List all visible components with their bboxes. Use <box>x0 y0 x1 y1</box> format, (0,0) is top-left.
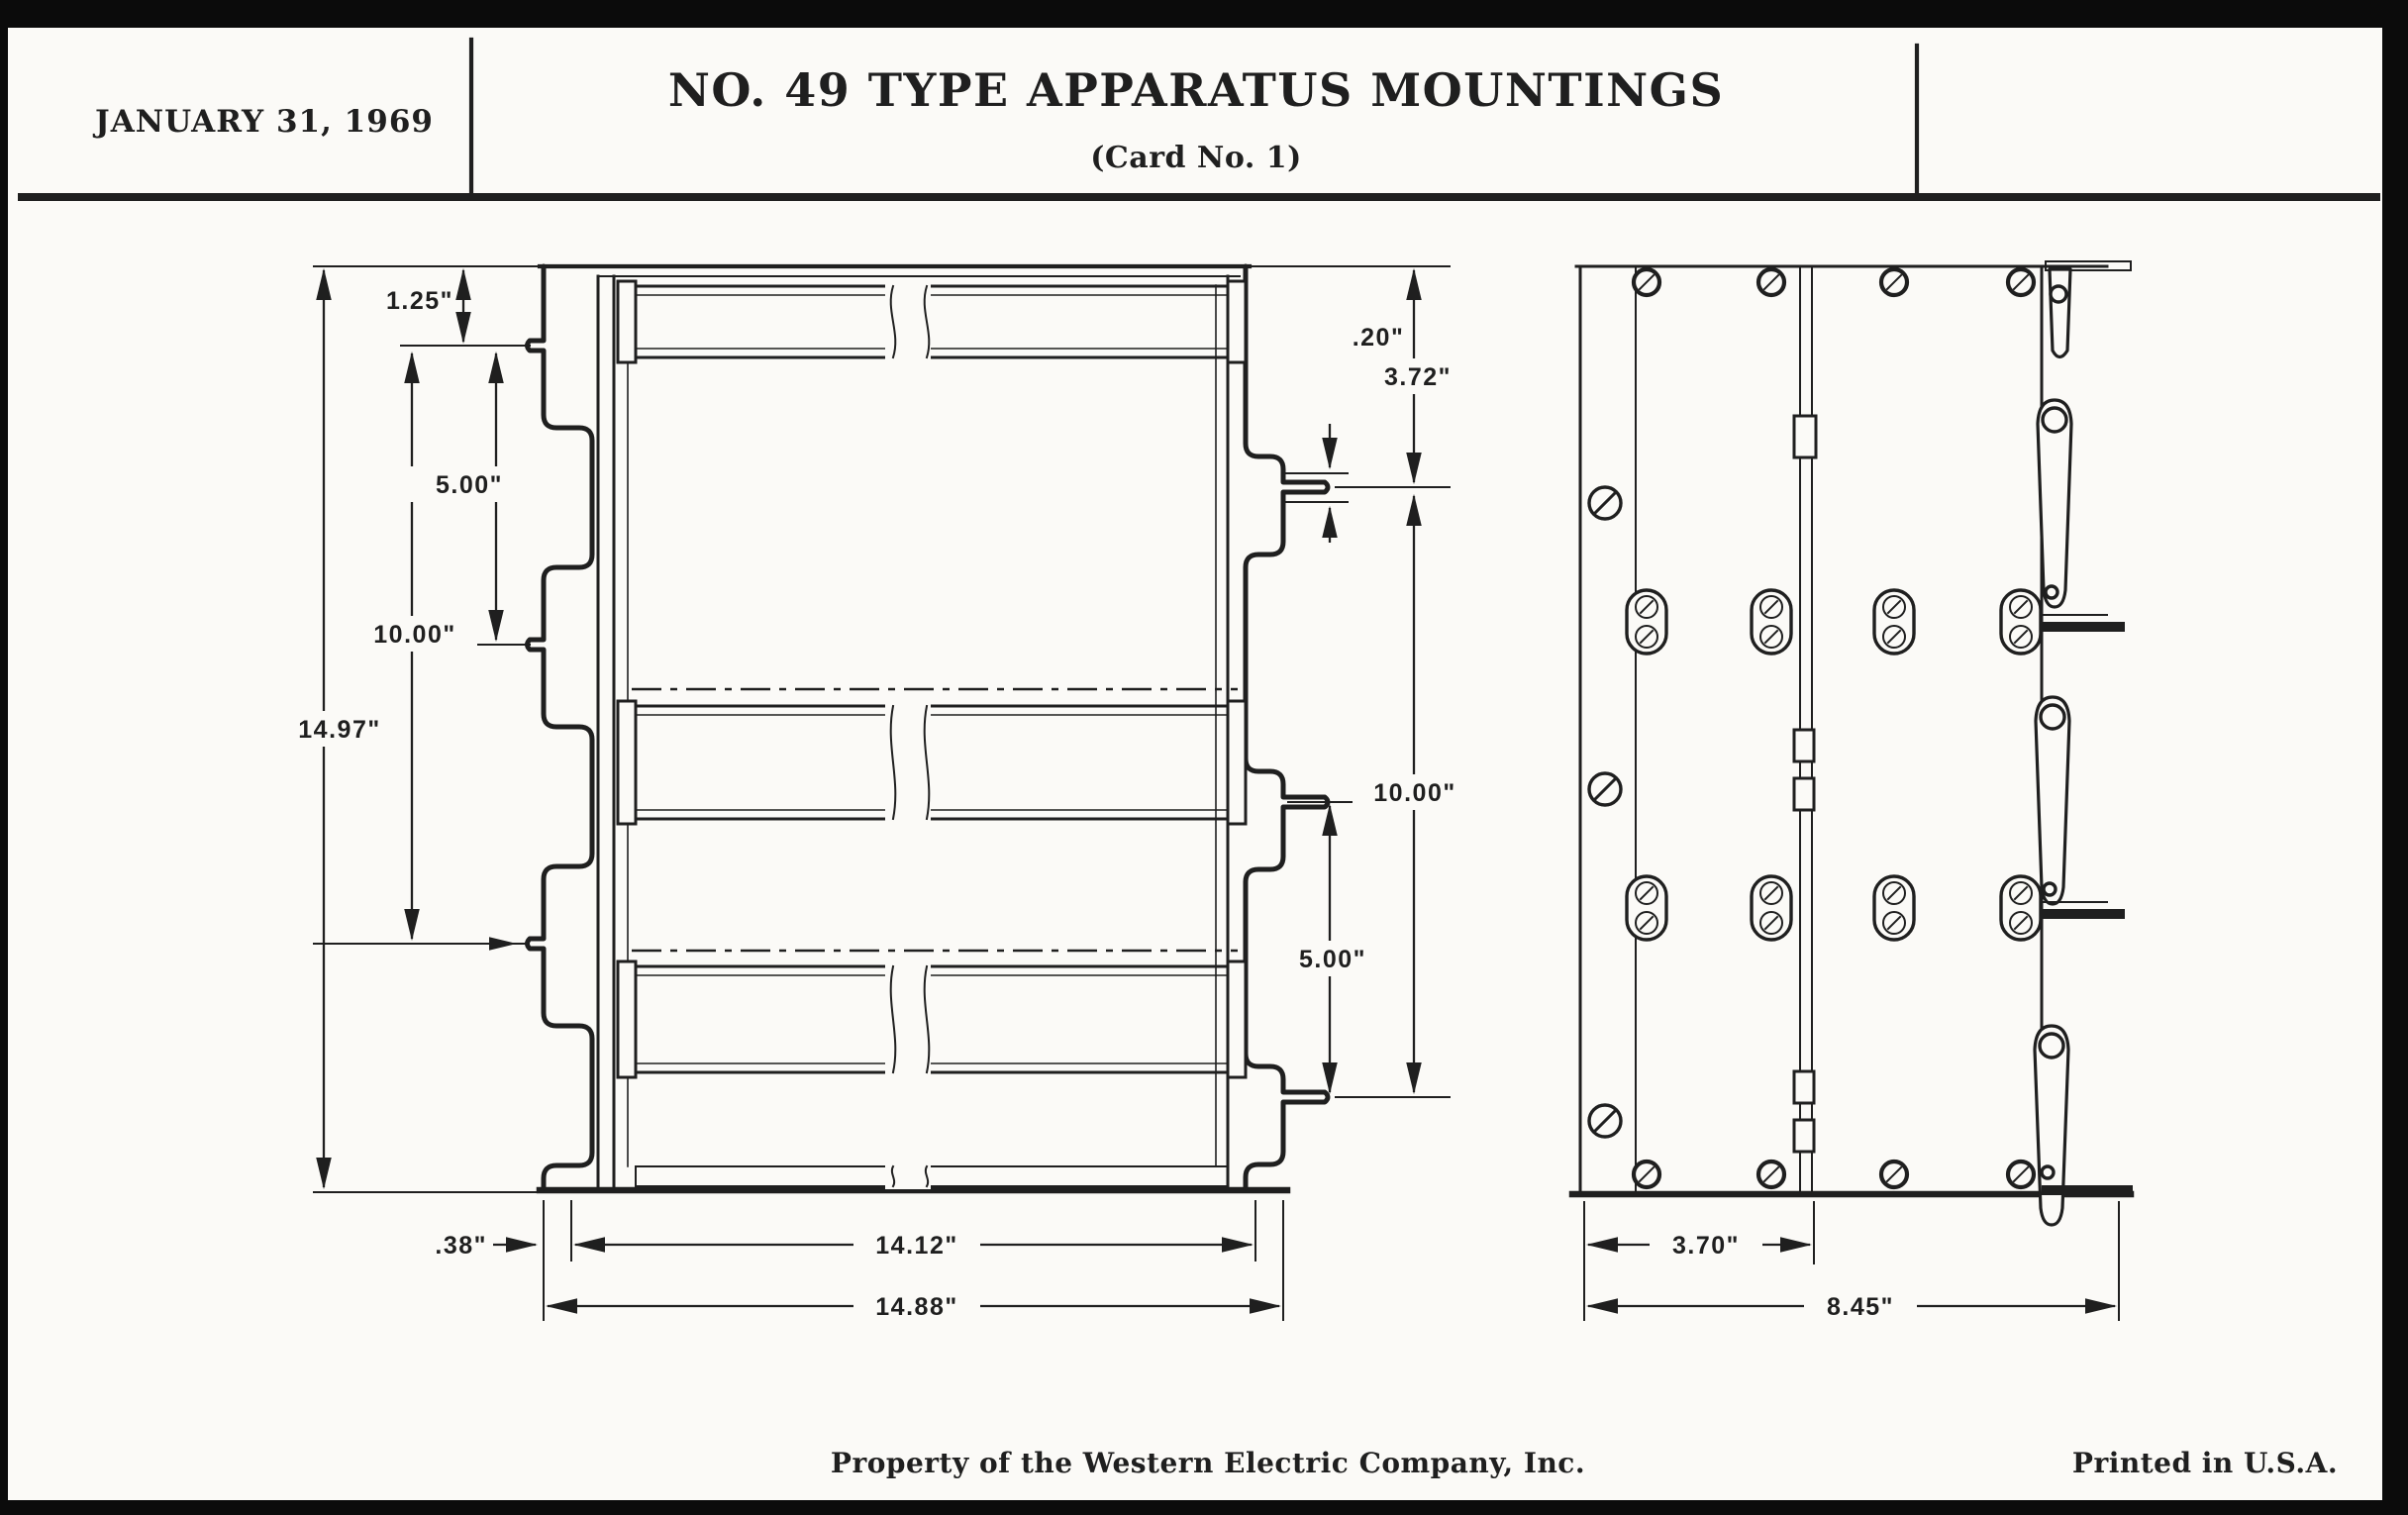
dim-label-flange-offset: .38" <box>435 1232 487 1260</box>
dim-label-front-depth: 3.70" <box>1671 1232 1741 1260</box>
card-paper <box>8 28 2382 1500</box>
dim-label-overall-depth: 8.45" <box>1826 1293 1895 1321</box>
page-title: NO. 49 TYPE APPARATUS MOUNTINGS <box>667 63 1725 117</box>
dim-label-notch-spacing-upper: 5.00" <box>435 471 504 499</box>
dim-label-right-offset-top: 3.72" <box>1383 363 1453 391</box>
dim-label-notch-span-right: 10.00" <box>1373 779 1456 807</box>
header-rule <box>18 193 2380 201</box>
dim-label-tab-thickness: .20" <box>1352 324 1405 352</box>
dim-label-mounting-width: 14.12" <box>875 1232 958 1260</box>
dim-label-overall-width: 14.88" <box>875 1293 958 1321</box>
property-notice: Property of the Western Electric Company, Inc. <box>830 1447 1586 1479</box>
footer <box>831 1447 2338 1479</box>
dim-label-notch-offset-top: 1.25" <box>385 287 453 315</box>
dim-label-overall-height: 14.97" <box>298 716 381 744</box>
page-subtitle: (Card No. 1) <box>1090 141 1302 175</box>
dim-label-notch-spacing-lower: 5.00" <box>1298 946 1367 973</box>
printed-notice: Printed in U.S.A. <box>2071 1447 2339 1479</box>
dim-label-notch-span-left: 10.00" <box>373 621 456 649</box>
header-date: JANUARY 31, 1969 <box>95 104 434 140</box>
